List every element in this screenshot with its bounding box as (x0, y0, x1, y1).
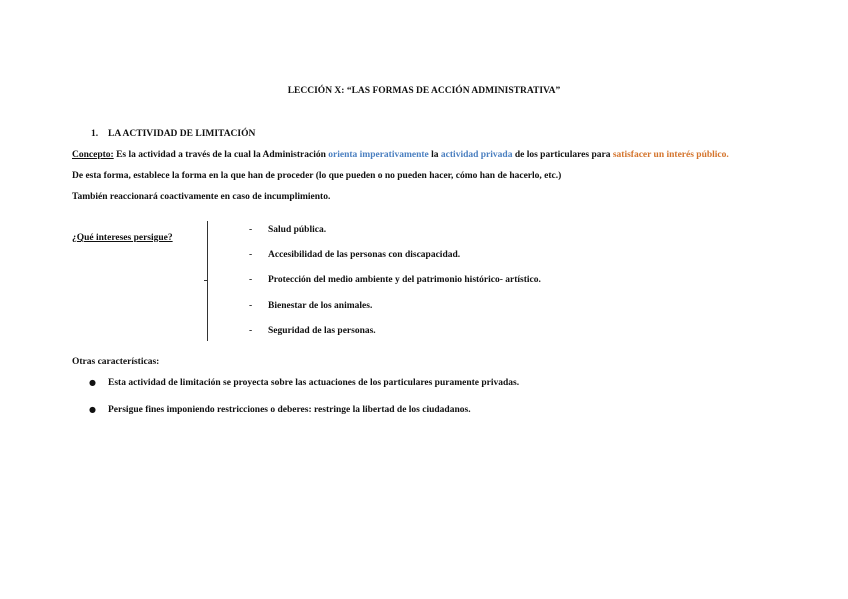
list-item: Protección del medio ambiente y del patrimonio histórico- artístico. (268, 275, 541, 285)
section-heading: LA ACTIVIDAD DE LIMITACIÓN (108, 129, 256, 139)
concepto-paragraph (72, 149, 729, 161)
list-item: Salud pública. (268, 225, 327, 235)
list-item-dash: - (249, 301, 253, 311)
paragraph-forma: De esta forma, establece la forma en la que han de proceder (lo que pueden o no pueden hacer, cómo han de hacerlo, etc.) (72, 171, 562, 181)
concepto-text-1: Es la actividad a través de la cual la Administración (113, 150, 329, 160)
list-item: Seguridad de las personas. (268, 326, 376, 336)
brace-bracket (203, 221, 208, 341)
list-item-dash: - (249, 326, 253, 336)
otras-heading: Otras características: (72, 357, 160, 367)
list-item-dash: - (249, 275, 253, 285)
highlight-orienta: orienta imperativamente (328, 150, 429, 160)
document-title: LECCIÓN X: “LAS FORMAS DE ACCIÓN ADMINISTRATIVA” (287, 86, 561, 96)
concepto-text-2: la (428, 150, 441, 160)
intereses-question: ¿Qué intereses persigue? (72, 233, 173, 243)
paragraph-coactivamente: También reaccionará coactivamente en caso de incumplimiento. (72, 192, 331, 202)
bullet-icon: ● (89, 378, 96, 387)
section-number: 1. (91, 129, 99, 139)
concepto-label: Concepto: (72, 150, 114, 160)
list-item: Accesibilidad de las personas con discapacidad. (268, 250, 461, 260)
list-item: Esta actividad de limitación se proyecta sobre las actuaciones de los particulares puramente privadas. (108, 378, 520, 388)
bullet-icon: ● (89, 405, 96, 414)
highlight-interes-publico: satisfacer un interés público. (612, 150, 729, 160)
list-item-dash: - (249, 250, 253, 260)
list-item-dash: - (249, 225, 253, 235)
list-item: Persigue fines imponiendo restricciones o deberes: restringe la libertad de los ciudadanos. (108, 405, 471, 415)
highlight-actividad-privada: actividad privada (440, 150, 513, 160)
list-item: Bienestar de los animales. (268, 301, 373, 311)
brace-tick (204, 280, 208, 281)
concepto-text-3: de los particulares para (512, 150, 613, 160)
